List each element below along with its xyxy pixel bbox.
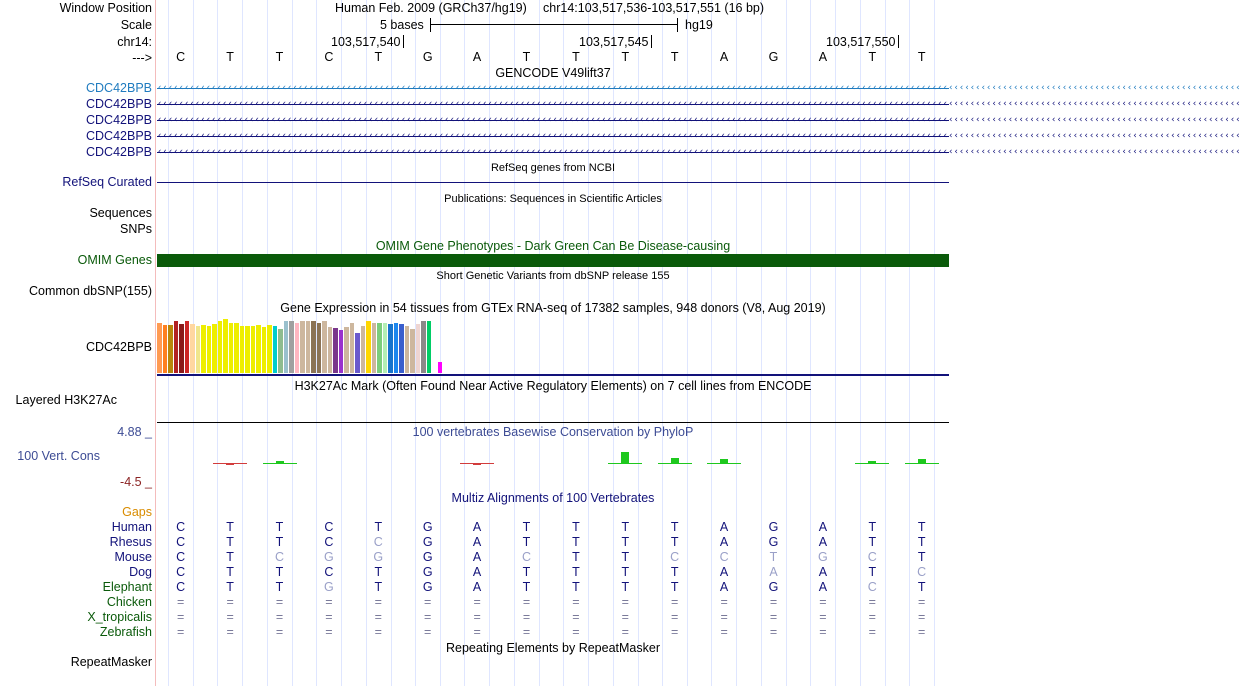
phylop-baseline [213,463,247,464]
alignment-base: A [818,520,828,534]
gtex-tissue-bar[interactable] [372,323,377,373]
alignment-base: = [572,625,580,639]
h3k27ac-track-label[interactable]: Layered H3K27Ac [15,393,117,407]
alignment-base: T [917,520,926,534]
alignment-base: T [226,565,234,579]
alignment-base: = [769,610,778,624]
gtex-tissue-bar[interactable] [157,323,162,373]
phylop-top-border [157,422,949,423]
assembly-title: Human Feb. 2009 (GRCh37/hg19) [335,1,527,15]
chrom-label: chr14: [117,35,152,49]
gtex-tissue-bar[interactable] [273,326,278,373]
window-position-label: Window Position [59,1,152,15]
alignment-base: = [720,625,728,639]
gtex-tissue-bar[interactable] [306,321,311,373]
alignment-base: T [522,565,531,579]
alignment-base: = [720,610,728,624]
alignment-base: T [621,565,630,579]
gtex-tissue-bar[interactable] [218,321,223,373]
gtex-tissue-bar[interactable] [388,324,393,373]
alignment-base: T [522,535,531,549]
gtex-tissue-bar[interactable] [421,321,426,373]
alignment-base: = [769,595,778,609]
alignment-base: T [917,580,926,594]
sequence-base: T [670,50,679,64]
alignment-base: T [275,580,284,594]
alignment-base: T [621,535,630,549]
gtex-tissue-bar[interactable] [295,323,300,373]
species-label[interactable]: Zebrafish [99,625,152,639]
alignment-base: T [670,535,679,549]
alignment-base: = [769,625,778,639]
alignment-base: T [226,580,234,594]
phylop-track-label[interactable]: 100 Vert. Cons [17,449,100,463]
alignment-base: G [422,565,433,579]
sequence-base: G [422,50,433,64]
alignment-base: = [374,610,382,624]
alignment-base: = [522,595,531,609]
phylop-baseline [263,463,297,464]
sequence-base: C [324,50,334,64]
label-column-separator [155,0,156,686]
sequence-base: T [572,50,580,64]
alignment-base: = [374,595,382,609]
alignment-base: C [373,535,383,549]
gtex-tissue-bar[interactable] [278,329,283,373]
alignment-base: G [422,520,433,534]
alignment-base: T [769,550,778,564]
gtex-tissue-bar[interactable] [190,324,195,373]
alignment-base: A [472,550,482,564]
alignment-base: = [473,610,481,624]
strand-chevrons: ‹‹‹‹‹‹‹‹‹‹‹‹‹‹‹‹‹‹‹‹‹‹‹‹‹‹‹‹‹‹‹‹‹‹‹‹‹‹‹‹‹‹‹‹‹‹‹‹‹‹‹‹‹‹‹‹‹‹‹‹‹‹‹‹‹‹‹‹‹‹‹‹‹‹‹‹‹‹‹‹‹‹‹‹‹‹‹‹‹‹‹‹‹‹‹‹‹‹‹‹‹‹‹‹‹‹‹‹‹‹‹‹‹‹‹‹‹‹‹‹‹‹‹‹‹‹‹‹‹‹‹‹‹‹‹‹‹‹‹‹‹‹‹‹‹‹‹‹‹‹‹‹‹‹‹‹‹‹‹‹‹‹‹‹‹‹‹‹‹‹‹‹‹‹‹‹‹‹‹‹‹‹‹‹‹‹‹‹‹‹‹‹‹‹‹‹‹‹‹‹ [157,147,1241,157]
alignment-base: = [522,625,531,639]
species-label[interactable]: X_tropicalis [87,610,152,624]
alignment-base: = [621,625,629,639]
alignment-base: C [324,520,334,534]
gtex-tissue-bar[interactable] [196,326,201,373]
gtex-tissue-bar[interactable] [300,321,305,373]
gencode-gene-label[interactable]: CDC42BPB [86,113,152,127]
ruler-tick [898,35,899,48]
alignment-base: = [720,595,728,609]
position-text[interactable]: chr14:103,517,536-103,517,551 (16 bp) [543,1,765,15]
strand-chevrons: ‹‹‹‹‹‹‹‹‹‹‹‹‹‹‹‹‹‹‹‹‹‹‹‹‹‹‹‹‹‹‹‹‹‹‹‹‹‹‹‹‹‹‹‹‹‹‹‹‹‹‹‹‹‹‹‹‹‹‹‹‹‹‹‹‹‹‹‹‹‹‹‹‹‹‹‹‹‹‹‹‹‹‹‹‹‹‹‹‹‹‹‹‹‹‹‹‹‹‹‹‹‹‹‹‹‹‹‹‹‹‹‹‹‹‹‹‹‹‹‹‹‹‹‹‹‹‹‹‹‹‹‹‹‹‹‹‹‹‹‹‹‹‹‹‹‹‹‹‹‹‹‹‹‹‹‹‹‹‹‹‹‹‹‹‹‹‹‹‹‹‹‹‹‹‹‹‹‹‹‹‹‹‹‹‹‹‹‹‹‹‹‹‹‹‹‹‹‹‹‹ [157,83,1241,93]
snps-label[interactable]: SNPs [120,222,152,236]
alignment-base: A [719,520,729,534]
alignment-base: T [572,535,580,549]
gtex-tissue-bar[interactable] [201,325,206,373]
alignment-base: A [719,580,729,594]
alignment-base: C [670,550,680,564]
sequences-label[interactable]: Sequences [89,206,152,220]
alignment-base: G [422,535,433,549]
gtex-tissue-bar[interactable] [377,323,382,373]
gtex-tissue-bar[interactable] [355,333,360,373]
scale-text: 5 bases [380,18,424,32]
sequence-base: T [868,50,877,64]
gtex-tissue-bar[interactable] [438,362,443,373]
alignment-base: = [621,595,629,609]
alignment-base: T [868,565,877,579]
alignment-base: = [819,595,827,609]
gtex-gene-line [157,374,949,376]
alignment-base: = [275,610,284,624]
sequence-base: T [275,50,284,64]
scale-bar-left-tick [430,18,431,32]
ruler-tick-label: 103,517,545 [579,35,649,49]
scale-bar [430,24,677,25]
gtex-tissue-bar[interactable] [251,326,256,373]
alignment-base: = [621,610,629,624]
alignment-base: T [226,535,234,549]
alignment-base: G [324,580,334,594]
alignment-base: = [572,595,580,609]
gtex-tissue-bar[interactable] [185,321,190,373]
alignment-base: = [275,595,284,609]
sequence-base: T [621,50,630,64]
publications-track-title[interactable]: Publications: Sequences in Scientific Articles [444,193,662,205]
repeatmasker-track-label[interactable]: RepeatMasker [70,655,152,669]
alignment-base: T [374,580,383,594]
gtex-tissue-bar[interactable] [350,323,355,373]
gencode-gene-label[interactable]: CDC42BPB [86,129,152,143]
gtex-tissue-bar[interactable] [168,325,173,373]
alignment-base: = [424,595,432,609]
gtex-tissue-bar[interactable] [361,326,366,373]
alignment-base: A [472,565,482,579]
alignment-base: G [422,580,433,594]
alignment-base: A [818,535,828,549]
alignment-base: A [472,535,482,549]
omim-feature-bar[interactable] [157,254,949,267]
gtex-tissue-bar[interactable] [289,321,294,373]
gtex-tissue-bar[interactable] [229,323,234,373]
gtex-tissue-bar[interactable] [322,321,327,373]
alignment-base: = [671,625,679,639]
alignment-base: T [621,550,630,564]
sequence-base: C [176,50,186,64]
sequence-base: T [374,50,383,64]
gtex-tissue-bar[interactable] [394,323,399,373]
gtex-tissue-bar[interactable] [207,326,212,373]
alignment-base: A [769,565,778,579]
alignment-base: = [473,625,481,639]
gtex-tissue-bar[interactable] [339,330,344,373]
phylop-baseline [460,463,494,464]
gtex-tissue-bar[interactable] [284,321,289,373]
phylop-baseline [707,463,741,464]
alignment-base: = [819,610,827,624]
alignment-base: = [374,625,382,639]
gtex-tissue-bar[interactable] [240,326,245,373]
ruler-tick-label: 103,517,550 [826,35,896,49]
alignment-base: T [670,520,679,534]
alignment-base: C [176,550,186,564]
ruler-tick [403,35,404,48]
gencode-gene-label[interactable]: CDC42BPB [86,97,152,111]
dbsnp-track-label[interactable]: Common dbSNP(155) [29,284,152,298]
ruler-tick-label: 103,517,540 [331,35,401,49]
alignment-base: G [373,550,384,564]
alignment-base: = [819,625,827,639]
sequence-base: T [917,50,926,64]
phylop-baseline [905,463,939,464]
phylop-max-label: 4.88 _ [117,425,152,439]
alignment-base: G [324,550,334,564]
alignment-base: C [176,580,186,594]
alignment-base: C [176,565,186,579]
gtex-tissue-bar[interactable] [410,329,415,373]
alignment-base: = [671,595,679,609]
repeatmasker-track-title[interactable]: Repeating Elements by RepeatMasker [445,641,660,655]
alignment-base: C [274,550,285,564]
alignment-base: C [324,565,334,579]
gtex-tissue-bar[interactable] [427,321,432,373]
sequence-base: A [472,50,482,64]
gtex-tissue-bar[interactable] [405,326,410,373]
gtex-tissue-bar[interactable] [328,327,333,373]
alignment-base: C [324,535,334,549]
gtex-tissue-bar[interactable] [311,321,316,373]
alignment-base: A [472,580,482,594]
alignment-base: = [572,610,580,624]
strand-arrow-label: ---> [132,51,152,65]
alignment-base: A [719,565,729,579]
alignment-base: T [572,520,580,534]
gtex-tissue-bar[interactable] [212,324,217,373]
species-label[interactable]: Chicken [106,595,152,609]
alignment-base: = [226,625,234,639]
species-label[interactable]: Rhesus [109,535,152,549]
gtex-tissue-bar[interactable] [163,325,168,373]
strand-chevrons: ‹‹‹‹‹‹‹‹‹‹‹‹‹‹‹‹‹‹‹‹‹‹‹‹‹‹‹‹‹‹‹‹‹‹‹‹‹‹‹‹‹‹‹‹‹‹‹‹‹‹‹‹‹‹‹‹‹‹‹‹‹‹‹‹‹‹‹‹‹‹‹‹‹‹‹‹‹‹‹‹‹‹‹‹‹‹‹‹‹‹‹‹‹‹‹‹‹‹‹‹‹‹‹‹‹‹‹‹‹‹‹‹‹‹‹‹‹‹‹‹‹‹‹‹‹‹‹‹‹‹‹‹‹‹‹‹‹‹‹‹‹‹‹‹‹‹‹‹‹‹‹‹‹‹‹‹‹‹‹‹‹‹‹‹‹‹‹‹‹‹‹‹‹‹‹‹‹‹‹‹‹‹‹‹‹‹‹‹‹‹‹‹‹‹‹‹‹‹‹‹ [157,115,1241,125]
sequence-base: A [719,50,729,64]
gtex-track-title[interactable]: Gene Expression in 54 tissues from GTEx RNA-seq of 17382 samples, 948 donors (V8, Aug 2019) [280,301,826,315]
phylop-score-bar[interactable] [621,452,629,463]
gtex-tissue-bar[interactable] [262,327,267,373]
gtex-tissue-bar[interactable] [333,328,338,373]
gencode-gene-label[interactable]: CDC42BPB [86,145,152,159]
alignment-base: G [768,580,779,594]
alignment-base: = [868,625,876,639]
alignment-base: = [918,610,926,624]
alignment-base: T [275,565,284,579]
gaps-label: Gaps [122,505,152,519]
alignment-base: T [621,520,630,534]
alignment-base: C [867,550,877,564]
ruler-tick [651,35,652,48]
alignment-base: T [522,580,531,594]
alignment-base: = [177,625,185,639]
alignment-base: C [176,535,186,549]
alignment-base: G [422,550,433,564]
phylop-track-title[interactable]: 100 vertebrates Basewise Conservation by PhyloP [412,425,694,439]
alignment-base: = [424,625,432,639]
alignment-base: T [621,580,630,594]
omim-track-label[interactable]: OMIM Genes [77,253,152,267]
alignment-base: C [719,550,729,564]
alignment-base: T [226,550,234,564]
alignment-base: C [917,565,927,579]
alignment-base: T [868,535,877,549]
scale-assembly: hg19 [685,18,713,32]
gtex-tissue-bar[interactable] [256,325,261,373]
alignment-base: = [473,595,481,609]
alignment-base: A [719,535,729,549]
alignment-base: T [522,520,531,534]
alignment-base: = [177,595,185,609]
gtex-tissue-bar[interactable] [383,323,388,373]
gtex-tissue-bar[interactable] [416,324,421,373]
alignment-base: = [424,610,432,624]
alignment-base: T [275,535,284,549]
alignment-base: T [868,520,877,534]
alignment-base: T [374,520,383,534]
phylop-min-label: -4.5 _ [120,475,152,489]
alignment-base: T [572,565,580,579]
gtex-tissue-bar[interactable] [245,326,250,373]
alignment-base: = [226,610,234,624]
scale-bar-right-tick [677,18,678,32]
refseq-track-label[interactable]: RefSeq Curated [62,175,152,189]
sequence-base: A [818,50,828,64]
alignment-base: = [325,610,333,624]
alignment-base: T [917,550,926,564]
alignment-base: T [572,580,580,594]
alignment-base: T [275,520,284,534]
gtex-tissue-bar[interactable] [234,323,239,373]
scale-label: Scale [120,18,152,32]
alignment-base: G [768,520,779,534]
gtex-tissue-bar[interactable] [366,321,371,373]
species-label[interactable]: Human [111,520,152,534]
gtex-tissue-bar[interactable] [399,324,404,373]
alignment-base: T [374,565,383,579]
alignment-base: T [917,535,926,549]
alignment-base: T [670,580,679,594]
species-label[interactable]: Mouse [114,550,152,564]
alignment-base: C [176,520,186,534]
alignment-base: = [868,595,876,609]
sequence-base: T [522,50,531,64]
alignment-base: C [521,550,532,564]
alignment-base: T [572,550,580,564]
alignment-base: T [226,520,234,534]
alignment-base: A [818,580,828,594]
alignment-base: = [177,610,185,624]
alignment-base: = [275,625,284,639]
omim-track-title[interactable]: OMIM Gene Phenotypes - Dark Green Can Be Disease-causing [375,239,731,253]
strand-chevrons: ‹‹‹‹‹‹‹‹‹‹‹‹‹‹‹‹‹‹‹‹‹‹‹‹‹‹‹‹‹‹‹‹‹‹‹‹‹‹‹‹‹‹‹‹‹‹‹‹‹‹‹‹‹‹‹‹‹‹‹‹‹‹‹‹‹‹‹‹‹‹‹‹‹‹‹‹‹‹‹‹‹‹‹‹‹‹‹‹‹‹‹‹‹‹‹‹‹‹‹‹‹‹‹‹‹‹‹‹‹‹‹‹‹‹‹‹‹‹‹‹‹‹‹‹‹‹‹‹‹‹‹‹‹‹‹‹‹‹‹‹‹‹‹‹‹‹‹‹‹‹‹‹‹‹‹‹‹‹‹‹‹‹‹‹‹‹‹‹‹‹‹‹‹‹‹‹‹‹‹‹‹‹‹‹‹‹‹‹‹‹‹‹‹‹‹‹‹‹‹‹ [157,131,1241,141]
multiz-track-title[interactable]: Multiz Alignments of 100 Vertebrates [451,491,655,505]
sequence-base: G [768,50,779,64]
species-label[interactable]: Dog [129,565,152,579]
refseq-track-title[interactable]: RefSeq genes from NCBI [490,162,616,174]
phylop-baseline [658,463,692,464]
alignment-base: A [818,565,828,579]
gtex-tissue-bar[interactable] [174,321,179,373]
alignment-base: C [867,580,877,594]
alignment-base: = [325,595,333,609]
gtex-tissue-bar[interactable] [223,319,228,373]
gtex-tissue-bar[interactable] [344,327,349,373]
phylop-baseline [608,463,642,464]
gtex-tissue-bar[interactable] [317,323,322,373]
refseq-gene-line[interactable] [157,182,949,183]
alignment-base: = [325,625,333,639]
alignment-base: G [818,550,828,564]
dbsnp-track-title[interactable]: Short Genetic Variants from dbSNP release 155 [436,270,670,282]
alignment-base: = [522,610,531,624]
phylop-baseline [855,463,889,464]
h3k27ac-track-title[interactable]: H3K27Ac Mark (Often Found Near Active Regulatory Elements) on 7 cell lines from ENCODE [294,379,812,393]
alignment-base: = [226,595,234,609]
alignment-base: G [768,535,779,549]
alignment-base: = [671,610,679,624]
gtex-tissue-bar[interactable] [267,325,272,373]
alignment-base: = [868,610,876,624]
gtex-tissue-bar[interactable] [179,324,184,373]
strand-chevrons: ‹‹‹‹‹‹‹‹‹‹‹‹‹‹‹‹‹‹‹‹‹‹‹‹‹‹‹‹‹‹‹‹‹‹‹‹‹‹‹‹‹‹‹‹‹‹‹‹‹‹‹‹‹‹‹‹‹‹‹‹‹‹‹‹‹‹‹‹‹‹‹‹‹‹‹‹‹‹‹‹‹‹‹‹‹‹‹‹‹‹‹‹‹‹‹‹‹‹‹‹‹‹‹‹‹‹‹‹‹‹‹‹‹‹‹‹‹‹‹‹‹‹‹‹‹‹‹‹‹‹‹‹‹‹‹‹‹‹‹‹‹‹‹‹‹‹‹‹‹‹‹‹‹‹‹‹‹‹‹‹‹‹‹‹‹‹‹‹‹‹‹‹‹‹‹‹‹‹‹‹‹‹‹‹‹‹‹‹‹‹‹‹‹‹‹‹‹‹‹‹ [157,99,1241,109]
gencode-gene-label[interactable]: CDC42BPB [86,81,152,95]
alignment-base: A [472,520,482,534]
species-label[interactable]: Elephant [102,580,152,594]
gtex-track-label[interactable]: CDC42BPB [86,340,152,354]
alignment-base: = [918,595,926,609]
gencode-track-title[interactable]: GENCODE V49lift37 [495,66,611,80]
alignment-base: T [670,565,679,579]
alignment-base: = [918,625,926,639]
sequence-base: T [226,50,234,64]
